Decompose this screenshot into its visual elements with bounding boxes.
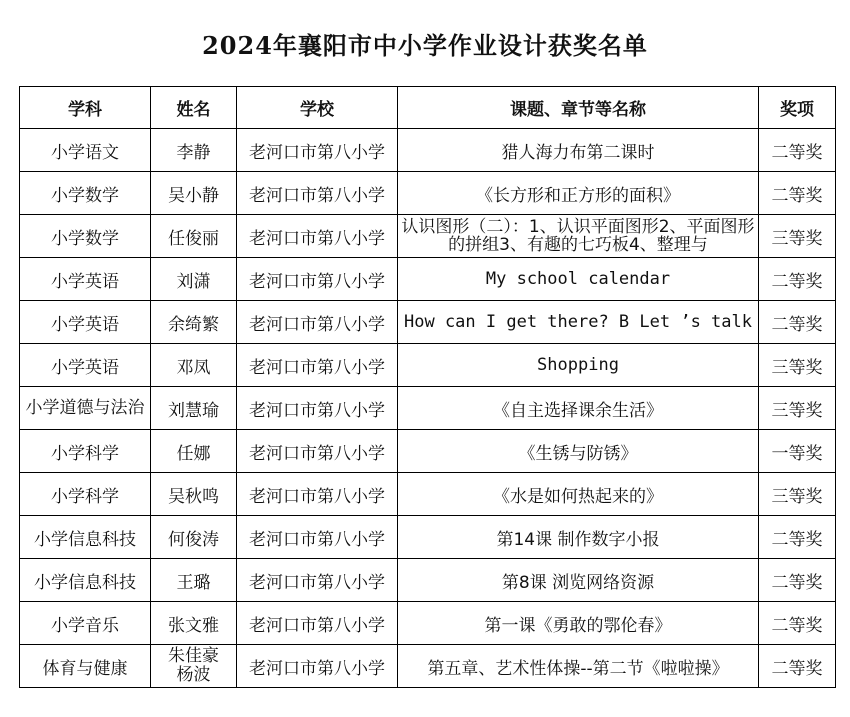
cell-school: 老河口市第八小学 bbox=[237, 301, 398, 344]
cell-award: 三等奖 bbox=[759, 387, 836, 430]
cell-school: 老河口市第八小学 bbox=[237, 387, 398, 430]
cell-name: 任娜 bbox=[151, 430, 237, 473]
table-row bbox=[20, 516, 836, 559]
table-row bbox=[20, 473, 836, 516]
header-award: 奖项 bbox=[759, 87, 836, 129]
table-row bbox=[20, 559, 836, 602]
cell-school: 老河口市第八小学 bbox=[237, 129, 398, 172]
cell-school: 老河口市第八小学 bbox=[237, 516, 398, 559]
page-title: 2024年襄阳市中小学作业设计获奖名单 bbox=[202, 31, 648, 60]
cell-topic: My school calendar bbox=[398, 258, 759, 301]
cell-topic: 第五章、艺术性体操--第二节《啦啦操》 bbox=[398, 645, 759, 688]
cell-subject: 小学道德与法治 bbox=[20, 387, 151, 430]
cell-subject: 小学科学 bbox=[20, 473, 151, 516]
cell-award: 二等奖 bbox=[759, 301, 836, 344]
table-row bbox=[20, 301, 836, 344]
cell-topic: 《长方形和正方形的面积》 bbox=[398, 172, 759, 215]
cell-subject: 小学音乐 bbox=[20, 602, 151, 645]
table-row bbox=[20, 172, 836, 215]
awards-table bbox=[19, 86, 836, 688]
table-row bbox=[20, 387, 836, 430]
cell-name: 吴小静 bbox=[151, 172, 237, 215]
cell-name: 刘慧瑜 bbox=[151, 387, 237, 430]
table-row bbox=[20, 258, 836, 301]
cell-subject: 小学语文 bbox=[20, 129, 151, 172]
cell-award: 二等奖 bbox=[759, 645, 836, 688]
cell-topic: 认识图形（二）：1、认识平面图形2、平面图形的拼组3、有趣的七巧板4、整理与 bbox=[398, 215, 759, 258]
header-name: 姓名 bbox=[151, 87, 237, 129]
table-header-row bbox=[20, 87, 836, 129]
header-topic: 课题、章节等名称 bbox=[398, 87, 759, 129]
cell-subject: 小学英语 bbox=[20, 258, 151, 301]
cell-topic: 《生锈与防锈》 bbox=[398, 430, 759, 473]
cell-school: 老河口市第八小学 bbox=[237, 645, 398, 688]
cell-topic: 第14课 制作数字小报 bbox=[398, 516, 759, 559]
cell-topic: 《水是如何热起来的》 bbox=[398, 473, 759, 516]
cell-award: 三等奖 bbox=[759, 344, 836, 387]
cell-subject: 小学数学 bbox=[20, 172, 151, 215]
cell-subject: 小学信息科技 bbox=[20, 559, 151, 602]
cell-school: 老河口市第八小学 bbox=[237, 559, 398, 602]
cell-subject: 体育与健康 bbox=[20, 645, 151, 688]
cell-name: 刘潇 bbox=[151, 258, 237, 301]
table-row bbox=[20, 430, 836, 473]
header-subject: 学科 bbox=[20, 87, 151, 129]
cell-subject: 小学英语 bbox=[20, 301, 151, 344]
cell-topic: 《自主选择课余生活》 bbox=[398, 387, 759, 430]
cell-name: 吴秋鸣 bbox=[151, 473, 237, 516]
header-school: 学校 bbox=[237, 87, 398, 129]
cell-name: 张文雅 bbox=[151, 602, 237, 645]
table-row bbox=[20, 129, 836, 172]
cell-award: 一等奖 bbox=[759, 430, 836, 473]
cell-name: 余绮繁 bbox=[151, 301, 237, 344]
cell-award: 二等奖 bbox=[759, 559, 836, 602]
cell-name: 任俊丽 bbox=[151, 215, 237, 258]
cell-subject: 小学信息科技 bbox=[20, 516, 151, 559]
cell-award: 二等奖 bbox=[759, 172, 836, 215]
table-row bbox=[20, 215, 836, 258]
cell-name: 朱佳豪 杨波 bbox=[151, 645, 237, 688]
cell-topic: How can I get there? B Let ’s talk bbox=[398, 301, 759, 344]
cell-award: 三等奖 bbox=[759, 215, 836, 258]
cell-subject: 小学数学 bbox=[20, 215, 151, 258]
cell-school: 老河口市第八小学 bbox=[237, 602, 398, 645]
cell-name: 李静 bbox=[151, 129, 237, 172]
table-row bbox=[20, 645, 836, 688]
cell-name: 何俊涛 bbox=[151, 516, 237, 559]
table-row bbox=[20, 602, 836, 645]
cell-award: 二等奖 bbox=[759, 516, 836, 559]
cell-school: 老河口市第八小学 bbox=[237, 473, 398, 516]
cell-topic: 第一课《勇敢的鄂伦春》 bbox=[398, 602, 759, 645]
cell-name: 王璐 bbox=[151, 559, 237, 602]
cell-school: 老河口市第八小学 bbox=[237, 215, 398, 258]
cell-award: 二等奖 bbox=[759, 129, 836, 172]
cell-subject: 小学科学 bbox=[20, 430, 151, 473]
table-row bbox=[20, 344, 836, 387]
cell-school: 老河口市第八小学 bbox=[237, 258, 398, 301]
cell-topic: Shopping bbox=[398, 344, 759, 387]
cell-award: 二等奖 bbox=[759, 602, 836, 645]
cell-subject: 小学英语 bbox=[20, 344, 151, 387]
cell-topic: 猎人海力布第二课时 bbox=[398, 129, 759, 172]
cell-award: 三等奖 bbox=[759, 473, 836, 516]
cell-topic: 第8课 浏览网络资源 bbox=[398, 559, 759, 602]
cell-name: 邓凤 bbox=[151, 344, 237, 387]
cell-school: 老河口市第八小学 bbox=[237, 430, 398, 473]
cell-award: 二等奖 bbox=[759, 258, 836, 301]
cell-school: 老河口市第八小学 bbox=[237, 344, 398, 387]
cell-school: 老河口市第八小学 bbox=[237, 172, 398, 215]
